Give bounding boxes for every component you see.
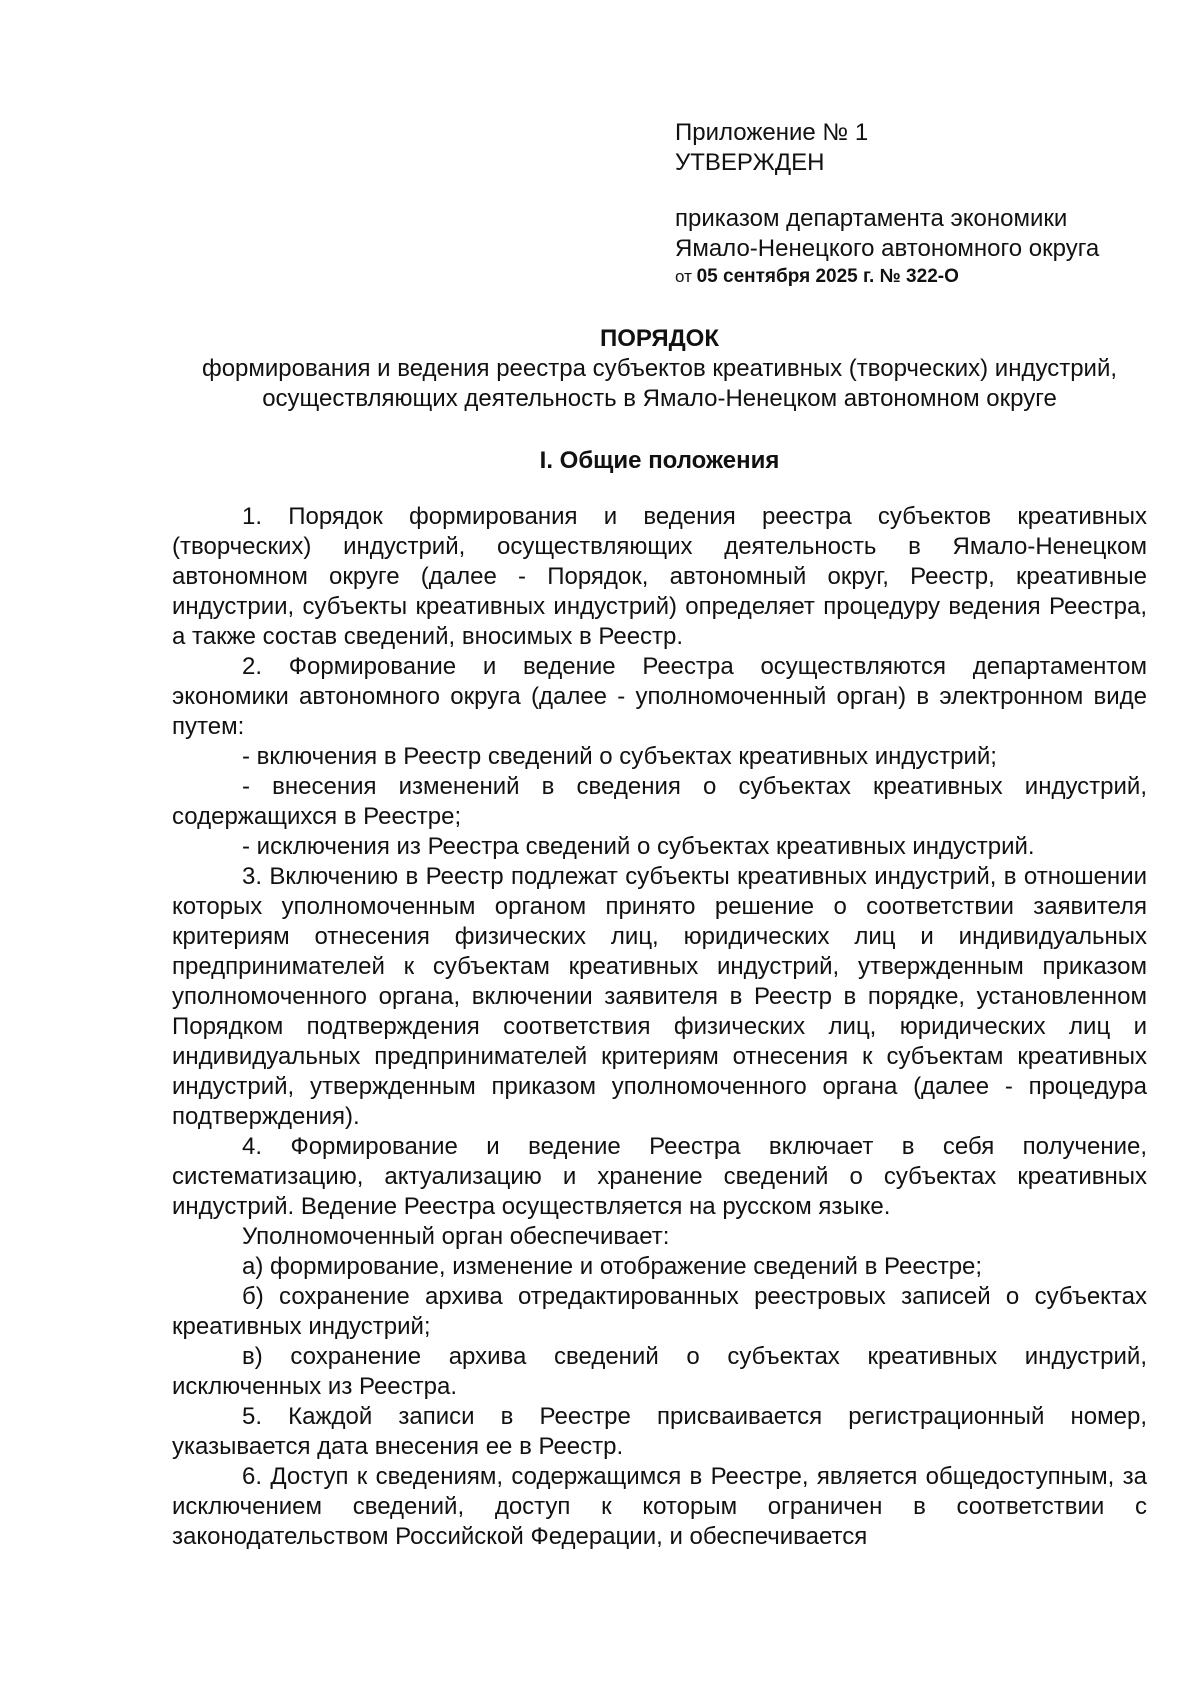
document-body <box>172 324 1147 1552</box>
list-item: б) сохранение архива отредактированных реестровых записей о субъектах креативных индустрий; <box>172 1283 1147 1340</box>
paragraph-authority: Уполномоченный орган обеспечивает: <box>242 1223 670 1250</box>
document-subtitle: формирования и ведения реестра субъектов креативных (творческих) индустрий, осуществляющих деятельность в Ямало-Ненецком автономном округе <box>201 355 1118 412</box>
order-line-1: приказом департамента экономики <box>675 205 1068 232</box>
appendix-label: Приложение № 1 <box>675 119 869 146</box>
list-item: - исключения из Реестра сведений о субъектах креативных индустрий. <box>242 833 1035 860</box>
section-title: I. Общие положения <box>539 447 780 474</box>
paragraph-1: 1. Порядок формирования и ведения реестра субъектов креативных (творческих) индустрий, осуществляющих деятельность в Ямало-Ненецком автономном округе (далее - Порядок, автономный округ, Реестр, креативные индустрии, субъекты креативных индустрий) определяет процедуру ведения Реестра, а также состав сведений, вносимых в Реестр. <box>172 503 1147 650</box>
list-item: - внесения изменений в сведения о субъектах креативных индустрий, содержащихся в Реестре; <box>172 773 1147 830</box>
document-title: ПОРЯДОК <box>600 325 719 352</box>
approval-gap <box>675 178 1175 204</box>
order-date-value: 05 сентября 2025 г. № 322-О <box>696 266 959 287</box>
paragraph-5: 5. Каждой записи в Реестре присваивается регистрационный номер, указывается дата внесения ее в Реестр. <box>172 1403 1147 1460</box>
order-date-line <box>675 264 1175 290</box>
list-item: - включения в Реестр сведений о субъектах креативных индустрий; <box>242 743 997 770</box>
paragraph-4: 4. Формирование и ведение Реестра включает в себя получение, систематизацию, актуализацию и хранение сведений о субъектах креативных индустрий. Ведение Реестра осуществляется на русском языке. <box>172 1133 1147 1220</box>
date-prefix: от <box>675 267 692 286</box>
approved-label: УТВЕРЖДЕН <box>675 149 825 176</box>
paragraph-2: 2. Формирование и ведение Реестра осуществляются департаментом экономики автономного округа (далее - уполномоченный орган) в электронном виде путем: <box>172 653 1147 740</box>
paragraph-6: 6. Доступ к сведениям, содержащимся в Реестре, является общедоступным, за исключением сведений, доступ к которым ограничен в соответствии с законодательством Российской Федерации, и обеспечивается <box>172 1463 1147 1550</box>
paragraph-3: 3. Включению в Реестр подлежат субъекты креативных индустрий, в отношении которых уполномоченным органом принято решение о соответствии заявителя критериям отнесения физических лиц, юридических лиц и индивидуальных предпринимателей к субъектам креативных индустрий, утвержденным приказом уполномоченного органа, включении заявителя в Реестр в порядке, установленном Порядком подтверждения соответствия физических лиц, юридических лиц и индивидуальных предпринимателей критериям отнесения к субъектам креативных индустрий, утвержденным приказом уполномоченного органа (далее - процедура подтверждения). <box>172 863 1147 1130</box>
approval-block <box>675 118 1175 290</box>
order-line-2: Ямало-Ненецкого автономного округа <box>675 235 1100 262</box>
list-item: а) формирование, изменение и отображение сведений в Реестре; <box>242 1253 983 1280</box>
list-item: в) сохранение архива сведений о субъектах креативных индустрий, исключенных из Реестра. <box>172 1343 1147 1400</box>
